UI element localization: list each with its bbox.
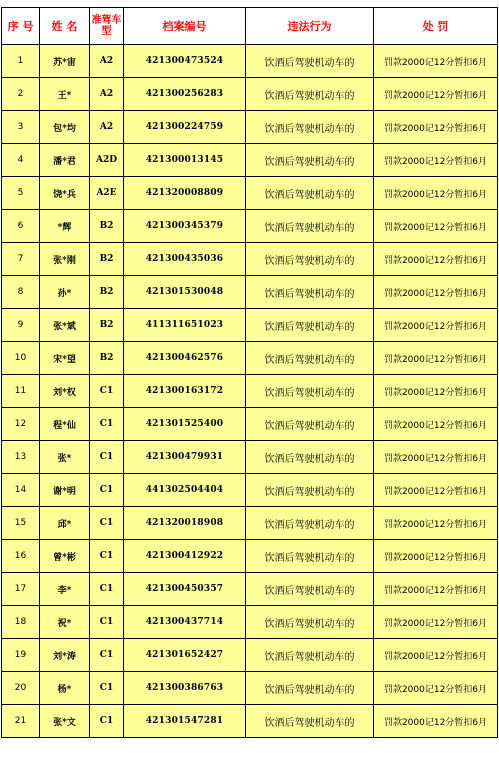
cell-license-class: C1 xyxy=(90,639,124,672)
cell-penalty: 罚款2000记12分暂扣6月 xyxy=(374,111,498,144)
table-row xyxy=(2,243,498,276)
cell-violation: 饮酒后驾驶机动车的 xyxy=(246,375,374,408)
cell-file-no: 421320018908 xyxy=(124,507,246,540)
cell-violation: 饮酒后驾驶机动车的 xyxy=(246,111,374,144)
header-license-class: 准驾车型 xyxy=(90,8,124,45)
cell-file-no: 441302504404 xyxy=(124,474,246,507)
cell-seq: 11 xyxy=(2,375,40,408)
cell-seq: 12 xyxy=(2,408,40,441)
cell-name: 杨* xyxy=(40,672,90,705)
cell-file-no: 421300462576 xyxy=(124,342,246,375)
cell-name: 张*斌 xyxy=(40,309,90,342)
cell-violation: 饮酒后驾驶机动车的 xyxy=(246,474,374,507)
cell-name: 邱* xyxy=(40,507,90,540)
cell-violation: 饮酒后驾驶机动车的 xyxy=(246,309,374,342)
table-row xyxy=(2,507,498,540)
cell-seq: 19 xyxy=(2,639,40,672)
cell-license-class: B2 xyxy=(90,342,124,375)
cell-name: 李* xyxy=(40,573,90,606)
table-body xyxy=(2,45,498,738)
cell-license-class: A2 xyxy=(90,45,124,78)
cell-file-no: 421300013145 xyxy=(124,144,246,177)
cell-seq: 4 xyxy=(2,144,40,177)
cell-license-class: B2 xyxy=(90,210,124,243)
cell-seq: 3 xyxy=(2,111,40,144)
cell-file-no: 421300386763 xyxy=(124,672,246,705)
cell-penalty: 罚款2000记12分暂扣6月 xyxy=(374,177,498,210)
cell-seq: 13 xyxy=(2,441,40,474)
cell-file-no: 411311651023 xyxy=(124,309,246,342)
cell-violation: 饮酒后驾驶机动车的 xyxy=(246,408,374,441)
cell-violation: 饮酒后驾驶机动车的 xyxy=(246,540,374,573)
cell-seq: 7 xyxy=(2,243,40,276)
cell-violation: 饮酒后驾驶机动车的 xyxy=(246,78,374,111)
table-row xyxy=(2,639,498,672)
table-row xyxy=(2,408,498,441)
table-row xyxy=(2,309,498,342)
cell-seq: 16 xyxy=(2,540,40,573)
cell-file-no: 421300224759 xyxy=(124,111,246,144)
cell-seq: 10 xyxy=(2,342,40,375)
cell-license-class: C1 xyxy=(90,441,124,474)
cell-violation: 饮酒后驾驶机动车的 xyxy=(246,672,374,705)
cell-license-class: C1 xyxy=(90,705,124,738)
cell-file-no: 421300345379 xyxy=(124,210,246,243)
cell-license-class: C1 xyxy=(90,573,124,606)
cell-seq: 1 xyxy=(2,45,40,78)
header-file-no: 档案编号 xyxy=(124,8,246,45)
cell-file-no: 421301525400 xyxy=(124,408,246,441)
cell-violation: 饮酒后驾驶机动车的 xyxy=(246,606,374,639)
cell-license-class: C1 xyxy=(90,375,124,408)
cell-license-class: C1 xyxy=(90,540,124,573)
cell-penalty: 罚款2000记12分暂扣6月 xyxy=(374,474,498,507)
cell-file-no: 421300412922 xyxy=(124,540,246,573)
cell-name: 程*仙 xyxy=(40,408,90,441)
cell-penalty: 罚款2000记12分暂扣6月 xyxy=(374,672,498,705)
cell-penalty: 罚款2000记12分暂扣6月 xyxy=(374,408,498,441)
cell-name: 张*刚 xyxy=(40,243,90,276)
cell-file-no: 421300450357 xyxy=(124,573,246,606)
cell-penalty: 罚款2000记12分暂扣6月 xyxy=(374,606,498,639)
cell-penalty: 罚款2000记12分暂扣6月 xyxy=(374,78,498,111)
cell-seq: 21 xyxy=(2,705,40,738)
header-row xyxy=(2,8,498,45)
cell-name: *辉 xyxy=(40,210,90,243)
cell-seq: 6 xyxy=(2,210,40,243)
cell-name: 宋*望 xyxy=(40,342,90,375)
cell-violation: 饮酒后驾驶机动车的 xyxy=(246,276,374,309)
cell-penalty: 罚款2000记12分暂扣6月 xyxy=(374,210,498,243)
cell-name: 潘*君 xyxy=(40,144,90,177)
cell-violation: 饮酒后驾驶机动车的 xyxy=(246,705,374,738)
cell-penalty: 罚款2000记12分暂扣6月 xyxy=(374,705,498,738)
table-row xyxy=(2,45,498,78)
cell-violation: 饮酒后驾驶机动车的 xyxy=(246,177,374,210)
cell-penalty: 罚款2000记12分暂扣6月 xyxy=(374,573,498,606)
cell-seq: 9 xyxy=(2,309,40,342)
cell-license-class: C1 xyxy=(90,507,124,540)
cell-violation: 饮酒后驾驶机动车的 xyxy=(246,243,374,276)
cell-name: 祝* xyxy=(40,606,90,639)
cell-file-no: 421300256283 xyxy=(124,78,246,111)
cell-file-no: 421300435036 xyxy=(124,243,246,276)
cell-name: 包*均 xyxy=(40,111,90,144)
cell-license-class: C1 xyxy=(90,474,124,507)
cell-license-class: B2 xyxy=(90,276,124,309)
cell-file-no: 421301530048 xyxy=(124,276,246,309)
cell-violation: 饮酒后驾驶机动车的 xyxy=(246,144,374,177)
header-seq: 序 号 xyxy=(2,8,40,45)
cell-penalty: 罚款2000记12分暂扣6月 xyxy=(374,144,498,177)
cell-penalty: 罚款2000记12分暂扣6月 xyxy=(374,375,498,408)
cell-penalty: 罚款2000记12分暂扣6月 xyxy=(374,243,498,276)
cell-license-class: C1 xyxy=(90,672,124,705)
cell-seq: 17 xyxy=(2,573,40,606)
cell-seq: 14 xyxy=(2,474,40,507)
header-penalty: 处 罚 xyxy=(374,8,498,45)
cell-license-class: B2 xyxy=(90,243,124,276)
cell-name: 刘*涛 xyxy=(40,639,90,672)
cell-seq: 8 xyxy=(2,276,40,309)
table-row xyxy=(2,78,498,111)
cell-name: 王* xyxy=(40,78,90,111)
cell-seq: 15 xyxy=(2,507,40,540)
cell-penalty: 罚款2000记12分暂扣6月 xyxy=(374,639,498,672)
table-row xyxy=(2,573,498,606)
cell-name: 张* xyxy=(40,441,90,474)
cell-seq: 18 xyxy=(2,606,40,639)
table-row xyxy=(2,705,498,738)
cell-file-no: 421300473524 xyxy=(124,45,246,78)
table-row xyxy=(2,375,498,408)
cell-seq: 20 xyxy=(2,672,40,705)
cell-file-no: 421301652427 xyxy=(124,639,246,672)
cell-name: 饶*兵 xyxy=(40,177,90,210)
cell-license-class: C1 xyxy=(90,606,124,639)
cell-penalty: 罚款2000记12分暂扣6月 xyxy=(374,309,498,342)
table-row xyxy=(2,540,498,573)
cell-violation: 饮酒后驾驶机动车的 xyxy=(246,639,374,672)
table-row xyxy=(2,111,498,144)
cell-file-no: 421301547281 xyxy=(124,705,246,738)
cell-license-class: B2 xyxy=(90,309,124,342)
cell-penalty: 罚款2000记12分暂扣6月 xyxy=(374,276,498,309)
cell-name: 刘*权 xyxy=(40,375,90,408)
cell-file-no: 421300163172 xyxy=(124,375,246,408)
cell-name: 曾*彬 xyxy=(40,540,90,573)
cell-license-class: A2 xyxy=(90,111,124,144)
table-row xyxy=(2,474,498,507)
cell-violation: 饮酒后驾驶机动车的 xyxy=(246,210,374,243)
cell-file-no: 421320008809 xyxy=(124,177,246,210)
cell-license-class: C1 xyxy=(90,408,124,441)
cell-seq: 5 xyxy=(2,177,40,210)
cell-penalty: 罚款2000记12分暂扣6月 xyxy=(374,507,498,540)
table-row xyxy=(2,144,498,177)
cell-name: 孙* xyxy=(40,276,90,309)
cell-name: 苏*宙 xyxy=(40,45,90,78)
table-row xyxy=(2,606,498,639)
cell-violation: 饮酒后驾驶机动车的 xyxy=(246,441,374,474)
cell-name: 张*文 xyxy=(40,705,90,738)
header-name: 姓 名 xyxy=(40,8,90,45)
table-header xyxy=(2,8,498,45)
cell-seq: 2 xyxy=(2,78,40,111)
cell-penalty: 罚款2000记12分暂扣6月 xyxy=(374,45,498,78)
cell-penalty: 罚款2000记12分暂扣6月 xyxy=(374,342,498,375)
table-row xyxy=(2,210,498,243)
cell-penalty: 罚款2000记12分暂扣6月 xyxy=(374,540,498,573)
cell-violation: 饮酒后驾驶机动车的 xyxy=(246,45,374,78)
cell-license-class: A2 xyxy=(90,78,124,111)
table-row xyxy=(2,441,498,474)
cell-violation: 饮酒后驾驶机动车的 xyxy=(246,507,374,540)
cell-license-class: A2E xyxy=(90,177,124,210)
cell-penalty: 罚款2000记12分暂扣6月 xyxy=(374,441,498,474)
cell-license-class: A2D xyxy=(90,144,124,177)
header-violation: 违法行为 xyxy=(246,8,374,45)
table-row xyxy=(2,342,498,375)
cell-name: 谢*明 xyxy=(40,474,90,507)
table-row xyxy=(2,672,498,705)
table-row xyxy=(2,177,498,210)
violation-table xyxy=(1,7,498,738)
cell-violation: 饮酒后驾驶机动车的 xyxy=(246,342,374,375)
cell-file-no: 421300479931 xyxy=(124,441,246,474)
table-row xyxy=(2,276,498,309)
cell-violation: 饮酒后驾驶机动车的 xyxy=(246,573,374,606)
cell-file-no: 421300437714 xyxy=(124,606,246,639)
